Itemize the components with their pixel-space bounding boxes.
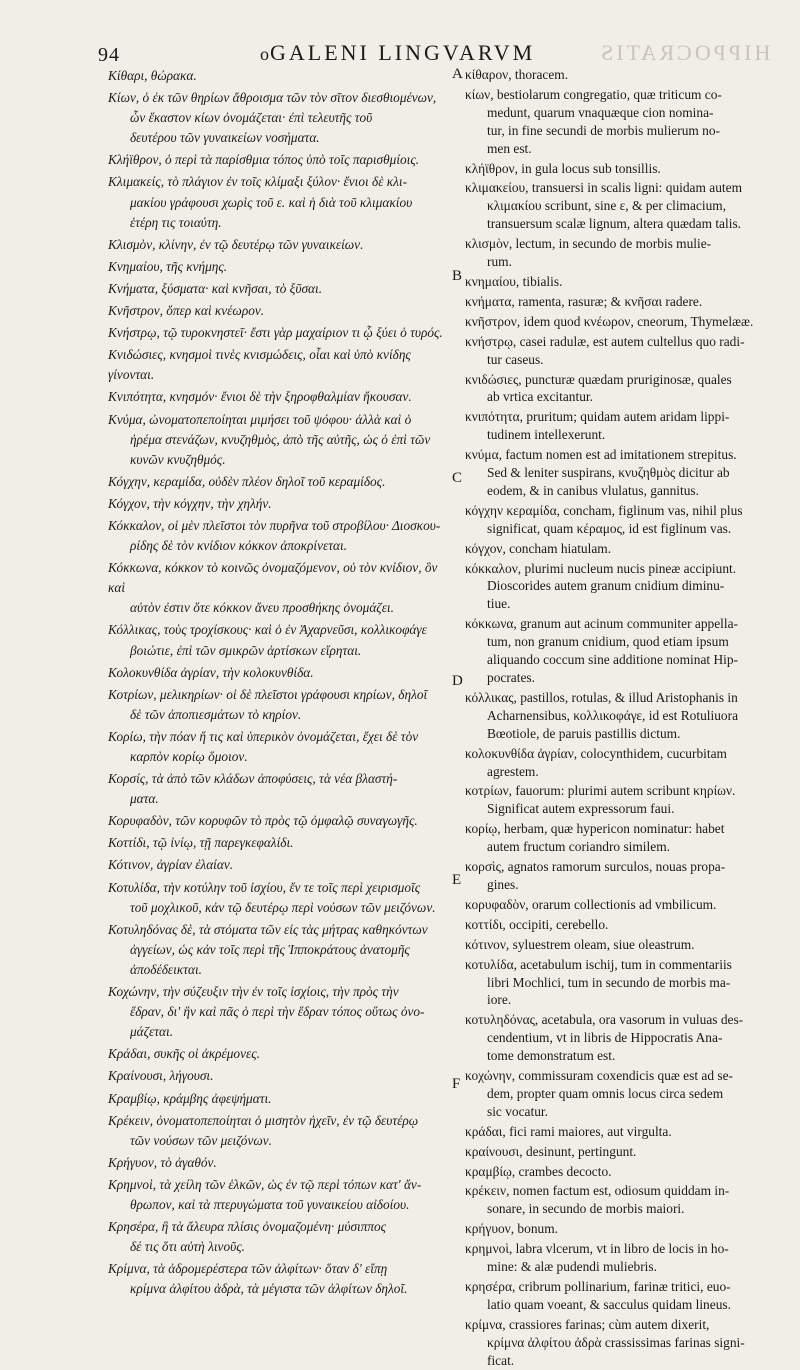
entry-line: Κλήϊθρον, ὁ περὶ τὰ παρίσθμια τόπος ὑπὸ τοῖς παρισθμίοις. — [108, 152, 420, 168]
entry-line: κόγχην κεραμίδα, concham, figlinum vas, nihil plus — [465, 502, 743, 518]
entry-line: Κορσίς, τὰ ἀπὸ τῶν κλάδων ἀποφύσεις, τὰ νέα βλαστή- — [108, 771, 398, 787]
dictionary-entry — [108, 516, 452, 556]
entry-line: κραμβίῳ, crambes decocto. — [465, 1163, 612, 1179]
dictionary-entry — [108, 387, 452, 407]
entry-line: Κνύμα, ὠνοματοπεποίηται μιμήσει τοῦ ψόφου· ἀλλὰ καὶ ὁ — [108, 411, 412, 427]
entry-continuation-line: tum, non granum cnidium, quod etiam ipsum — [487, 634, 729, 650]
dictionary-entry — [108, 769, 452, 809]
entry-line: κρήγυον, bonum. — [465, 1221, 558, 1237]
entry-line: Κρησέρα, ἣ τὰ ἄλευρα πλίσις ὀνομαζομένη· μύσιππος — [108, 1219, 387, 1235]
dictionary-entry — [465, 1316, 795, 1370]
entry-continuation-line: cendentium, vt in libris de Hippocratis Ana- — [487, 1030, 723, 1046]
dictionary-entry — [108, 1111, 452, 1151]
entry-continuation-line: sic vocatur. — [487, 1103, 548, 1119]
entry-line: κορυφαδὸν, orarum collectionis ad vmbilicum. — [465, 896, 717, 912]
entry-continuation-line: latio quam voeant, & sacculus quidam lineus. — [487, 1296, 731, 1312]
entry-line: Κρέκειν, ὀνοματοπεποίηται ὁ μισητὸν ἠχεῖν, ἐν τῷ δευτέρῳ — [108, 1112, 419, 1128]
entry-continuation-line: ἀγγείων, ὡς κἀν τοῖς περὶ τῆς Ἱπποκράτους ἀνατομῆς — [130, 941, 410, 957]
entry-line: κνῆστρον, idem quod κνέωρον, cneorum, Thymelææ. — [465, 313, 754, 329]
entry-continuation-line: δέ τις ὅτι αὐτὴ λινοῦς. — [130, 1239, 245, 1255]
entry-line: κοτυληδόνας, acetabula, ora vasorum in vuluas des- — [465, 1012, 744, 1028]
dictionary-entry — [108, 920, 452, 980]
entry-line: Κρημνοὶ, τὰ χείλη τῶν ἑλκῶν, ὡς ἐν τῷ περὶ τόπων κατ' ἄν- — [108, 1176, 422, 1192]
dictionary-entry — [465, 540, 795, 558]
entry-line: κοττίδι, occipiti, cerebello. — [465, 916, 609, 932]
dictionary-entry — [108, 833, 452, 853]
entry-continuation-line: tome demonstratum est. — [487, 1048, 616, 1064]
entry-line: κορίῳ, herbam, quæ hypericon nominatur: habet — [465, 821, 725, 837]
dictionary-entry — [465, 1240, 795, 1276]
dictionary-entry — [108, 345, 452, 385]
entry-line: κίων, bestiolarum congregatio, quæ triticum co- — [465, 86, 722, 102]
entry-continuation-line: κρίμνα ἀλφίτου ἀδρὰ, τὰ μέγιστα τῶν ἀλφίτων δηλοῖ. — [130, 1281, 408, 1297]
dictionary-entry — [108, 878, 452, 918]
dictionary-entry — [465, 502, 795, 538]
dictionary-entry — [465, 86, 795, 158]
dictionary-entry — [108, 855, 452, 875]
dictionary-entry — [465, 273, 795, 291]
entry-line: Κνημαίου, τῆς κνήμης. — [108, 258, 228, 274]
entry-continuation-line: αὐτὸν ἐστιν ὅτε κόκκον ἄνευ προσθήκης ὀνομάζει. — [130, 600, 394, 616]
entry-line: Κράδαι, συκῆς οἱ ἀκρέμονες. — [108, 1046, 260, 1062]
entry-line: κνύμα, factum nomen est ad imitationem strepitus. — [465, 447, 737, 463]
entry-line: κόκκαλον, plurimi nucleum nucis pineæ accipiunt. — [465, 560, 737, 576]
entry-continuation-line: Dioscorides autem granum cnidium diminu- — [487, 578, 725, 594]
entry-line: Κόλλικας, τοὺς τροχίσκους· καὶ ὁ ἐν Ἀχαρνεῦσι, κολλικοφάγε — [108, 622, 427, 638]
dictionary-entry — [108, 558, 452, 618]
entry-line: Κόκκαλον, οἱ μὲν πλεῖστοι τὸν πυρῆνα τοῦ στροβίλου· Διοσκου- — [108, 517, 441, 533]
dictionary-entry — [465, 235, 795, 271]
dictionary-entry — [465, 956, 795, 1010]
entry-line: κίθαρον, thoracem. — [465, 67, 569, 82]
running-title: GALENI LINGVARVM — [270, 40, 536, 65]
entry-continuation-line: libri Mochlici, tum in secundo de morbis ma- — [487, 974, 731, 990]
entry-continuation-line: ἕδραν, δι' ἣν καὶ πᾶς ὁ περὶ τὴν ἕδραν τόπος οὕτως ὀνο- — [130, 1004, 425, 1020]
entry-line: Κόγχην, κεραμίδα, οὐδὲν πλέον δηλοῖ τοῦ κεραμίδος. — [108, 473, 386, 489]
entry-continuation-line: Acharnensibus, κολλικοφάγε, id est Rotuliuora — [487, 707, 739, 723]
entry-continuation-line: tur, in fine secundi de morbis mulierum no- — [487, 122, 721, 138]
dictionary-entry — [465, 858, 795, 894]
entry-line: Κοτρίων, μελικηρίων· οἱ δὲ πλεῖστοι γράφουσι κηρίων, δηλοῖ — [108, 686, 428, 702]
dictionary-entry — [108, 279, 452, 299]
entry-continuation-line: tiue. — [487, 596, 511, 612]
margin-letter-e: E — [452, 872, 462, 888]
entry-line: κόκκωνα, granum aut acinum communiter appella- — [465, 616, 738, 632]
entry-line: κοτυλίδα, acetabulum ischij, tum in commentariis — [465, 956, 732, 972]
entry-continuation-line: agrestem. — [487, 763, 539, 779]
entry-line: κνημαίου, tibialis. — [465, 273, 563, 289]
dictionary-entry — [108, 727, 452, 767]
dictionary-entry — [465, 293, 795, 311]
margin-letter-a: A — [452, 66, 463, 82]
entry-continuation-line: δευτέρου τῶν γυναικείων νοσήματα. — [130, 130, 320, 146]
margin-letter-d: D — [452, 673, 463, 689]
dictionary-entry — [465, 408, 795, 444]
entry-line: Κότινον, ἀγρίαν ἐλαίαν. — [108, 857, 234, 873]
entry-continuation-line: κρίμνα ἀλφίτου ἀδρὰ crassissimas farinas signi- — [487, 1334, 745, 1350]
entry-continuation-line: transuersum scalæ lignum, altera quædam talis. — [487, 216, 741, 232]
entry-continuation-line: iore. — [487, 992, 512, 1008]
entry-line: κλήϊθρον, in gula locus sub tonsillis. — [465, 160, 661, 176]
entry-line: Κόγχον, τὴν κόγχην, τὴν χηλήν. — [108, 495, 272, 511]
dictionary-entry — [108, 172, 452, 232]
dictionary-entry — [465, 371, 795, 407]
dictionary-entry — [465, 66, 795, 84]
entry-line: κλισμὸν, lectum, in secundo de morbis mulie- — [465, 236, 712, 252]
entry-continuation-line: ficat. — [487, 1352, 515, 1368]
page-number: 94 — [98, 44, 120, 66]
entry-line: Κίων, ὁ ἐκ τῶν θηρίων ἄθροισμα τῶν τὸν σῖτον διεσθιομένων, — [108, 90, 437, 106]
entry-continuation-line: θρωπον, καὶ τὰ πτερυγώματα τοῦ γυναικείου αἰδοίου. — [130, 1196, 410, 1212]
dictionary-entry — [108, 323, 452, 343]
entry-line: κορσὶς, agnatos ramorum surculos, nouas propa- — [465, 859, 726, 875]
dictionary-entry — [465, 916, 795, 934]
entry-line: Κοχώνην, τὴν σύζευξιν τὴν ἐν τοῖς ἰσχίοις, τὴν πρὸς τὴν — [108, 984, 399, 1000]
entry-continuation-line: rum. — [487, 254, 512, 270]
dictionary-entry — [465, 179, 795, 233]
margin-letter-f: F — [452, 1076, 461, 1092]
entry-continuation-line: ἑτέρη τις τοιαύτη. — [130, 214, 222, 230]
entry-line: Κρίμνα, τὰ ἀδρομερέστερα τῶν ἀλφίτων· ὅταν δ' εἴπῃ — [108, 1261, 388, 1277]
entry-line: Κνήστρῳ, τῷ τυροκνηστεῖ· ἔστι γὰρ μαχαίριον τι ᾧ ξύει ὁ τυρός. — [108, 325, 443, 341]
dictionary-entry — [108, 685, 452, 725]
dictionary-entry — [108, 1153, 452, 1173]
entry-continuation-line: ὧν ἕκαστον κίων ὀνομάζεται· ἐπὶ τελευτῆς τοῦ — [130, 110, 373, 126]
dictionary-entry — [108, 257, 452, 277]
entry-line: Κοτυληδόνας δὲ, τὰ στόματα τῶν εἰς τὰς μήτρας καθηκόντων — [108, 921, 428, 937]
entry-continuation-line: ab vrtica excitantur. — [487, 389, 593, 405]
dictionary-entry — [108, 410, 452, 470]
entry-continuation-line: κυνῶν κνυζηθμός. — [130, 451, 226, 467]
entry-continuation-line: tur caseus. — [487, 351, 544, 367]
entry-line: κραίνουσι, desinunt, pertingunt. — [465, 1143, 637, 1159]
entry-continuation-line: δὲ τῶν ἀποπιεσμάτων τὸ κηρίον. — [130, 706, 302, 722]
dictionary-entry — [465, 446, 795, 500]
entry-continuation-line: significat, quam κέραμος, id est figlinum vas. — [487, 520, 732, 536]
dictionary-entry — [108, 1044, 452, 1064]
greek-column — [108, 66, 452, 1297]
entry-continuation-line: κλιμακίου scribunt, sine ε, & per climacium, — [487, 198, 727, 214]
entry-line: κόγχον, concham hiatulam. — [465, 540, 612, 556]
entry-line: Κρήγυον, τὸ ἀγαθόν. — [108, 1154, 217, 1170]
dictionary-entry — [108, 1259, 452, 1299]
entry-continuation-line: τῶν νούσων τῶν μειζόνων. — [130, 1132, 272, 1148]
dictionary-entry — [108, 1089, 452, 1109]
entry-line: Κνήματα, ξύσματα· καὶ κνῆσαι, τὸ ξῦσαι. — [108, 280, 323, 296]
dictionary-entry — [465, 820, 795, 856]
entry-line: Κνῆστρον, ὅπερ καὶ κνέωρον. — [108, 303, 265, 319]
dictionary-entry — [108, 663, 452, 683]
entry-line: Κνιδώσιες, κνησμοὶ τινὲς κνισμώδεις, οἷαι καὶ ὑπὸ κνίδης γίνονται. — [108, 347, 411, 383]
entry-line: Κλισμὸν, κλίνην, ἐν τῷ δευτέρῳ τῶν γυναικείων. — [108, 236, 364, 252]
dictionary-entry — [108, 472, 452, 492]
entry-continuation-line: Sed & leniter suspirans, κνυζηθμὸς dicitur ab — [487, 465, 730, 481]
entry-line: Κλιμακείς, τὸ πλάγιον ἐν τοῖς κλίμαξι ξύλον· ἔνιοι δὲ κλι- — [108, 174, 408, 190]
entry-line: κολοκυνθίδα ἀγρίαν, colocynthidem, cucurbitam — [465, 745, 727, 761]
entry-continuation-line: ἠρέμα στενάζων, κνυζηθμὸς, ἀπὸ τῆς αὐτῆς, ὡς ὁ ἐπὶ τῶν — [130, 431, 431, 447]
dictionary-entry — [108, 620, 452, 660]
dictionary-entry — [465, 1123, 795, 1141]
entry-line: Κοττίδι, τῷ ἰνίῳ, τῇ παρεγκεφαλίδι. — [108, 835, 294, 851]
dictionary-entry — [465, 313, 795, 331]
entry-continuation-line: μακίου γράφουσι χωρὶς τοῦ ε. καὶ ἡ διὰ τοῦ κλιμακίου — [130, 194, 413, 210]
dictionary-entry — [465, 1182, 795, 1218]
entry-line: κράδαι, fici rami maiores, aut virgulta. — [465, 1123, 672, 1139]
entry-continuation-line: τοῦ μοχλικοῦ, κἀν τῷ δευτέρῳ περὶ νούσων τῶν μειζόνων. — [130, 899, 436, 915]
entry-continuation-line: μάζεται. — [130, 1024, 174, 1040]
entry-line: κλιμακείου, transuersi in scalis ligni: quidam autem — [465, 180, 742, 196]
dictionary-entry — [465, 1011, 795, 1065]
entry-line: κνιπότητα, pruritum; quidam autem aridam lippi- — [465, 409, 730, 425]
dictionary-entry — [108, 88, 452, 148]
entry-line: Κραμβίῳ, κράμβης ἀφεψήματι. — [108, 1090, 272, 1106]
entry-line: Κόκκωνα, κόκκον τὸ κοινῶς ὀνομαζόμενον, οὐ τὸν κνίδιον, ὃν καὶ — [108, 560, 438, 596]
entry-line: κνήστρῳ, casei radulæ, est autem cultellus quo radi- — [465, 333, 745, 349]
dictionary-entry — [465, 782, 795, 818]
entry-continuation-line: ἀποδέδεικται. — [130, 961, 202, 977]
margin-letter-b: B — [452, 268, 463, 284]
entry-line: κοτρίων, fauorum: plurimi autem scribunt κηρίων. — [465, 783, 736, 799]
entry-line: κότινον, syluestrem oleam, siue oleastrum. — [465, 936, 695, 952]
entry-continuation-line: dem, propter quam omnis locus circa sedem — [487, 1085, 724, 1101]
bleed-through-title: HIPPOCRATIS — [598, 40, 771, 65]
dictionary-entry — [465, 1278, 795, 1314]
dictionary-entry — [108, 1066, 452, 1086]
latin-column — [465, 66, 795, 1368]
entry-line: κόλλικας, pastillos, rotulas, & illud Aristophanis in — [465, 689, 738, 705]
entry-continuation-line: aliquando coccum sine additione nominat Hip- — [487, 652, 739, 668]
dictionary-entry — [108, 1175, 452, 1215]
entry-continuation-line: eodem, & in canibus vlulatus, gannitus. — [487, 482, 699, 498]
entry-line: Κορίω, τὴν πόαν ἥ τις καὶ ὑπερικὸν ὀνομάζεται, ἔχει δὲ τὸν — [108, 728, 419, 744]
entry-continuation-line: Significat autem expressorum faui. — [487, 801, 675, 817]
dictionary-entry — [465, 689, 795, 743]
entry-line: κρημνοὶ, labra vlcerum, vt in libro de locis in ho- — [465, 1241, 729, 1257]
dictionary-entry — [108, 301, 452, 321]
entry-continuation-line: sonare, in secundo de morbis maiori. — [487, 1201, 685, 1217]
dictionary-entry — [465, 1163, 795, 1181]
dictionary-entry — [465, 745, 795, 781]
entry-line: Κνιπότητα, κνησμόν· ἔνιοι δὲ τὴν ξηροφθαλμίαν ἤκουσαν. — [108, 389, 412, 405]
dictionary-entry — [465, 160, 795, 178]
entry-continuation-line: ρίδης δὲ τὸν κνίδιον κόκκον ἀποκρίνεται. — [130, 538, 347, 554]
entry-line: κνιδώσιες, puncturæ quædam pruriginosæ, quales — [465, 371, 732, 387]
entry-continuation-line: mine: & alæ pudendi muliebris. — [487, 1259, 657, 1275]
entry-line: κρίμνα, crassiores farinas; cùm autem dixerit, — [465, 1316, 710, 1332]
entry-continuation-line: men est. — [487, 140, 532, 156]
entry-line: κρησέρα, cribrum pollinarium, farinæ tritici, euo- — [465, 1279, 731, 1294]
entry-continuation-line: autem fructum coriandro similem. — [487, 839, 670, 855]
entry-line: Κορυφαδὸν, τῶν κορυφῶν τὸ πρὸς τῷ ὀμφαλῷ συναγωγῆς. — [108, 813, 418, 829]
entry-line: κνήματα, ramenta, rasuræ; & κνῆσαι radere. — [465, 293, 703, 309]
dictionary-entry — [108, 235, 452, 255]
dictionary-entry — [108, 982, 452, 1042]
entry-continuation-line: βοιώτιε, ἐπὶ τῶν σμικρῶν ἀρτίσκων εἴρηται. — [130, 642, 362, 658]
dictionary-entry — [465, 333, 795, 369]
entry-line: Κραίνουσι, λήγουσι. — [108, 1068, 214, 1084]
entry-line: Κολοκυνθίδα ἀγρίαν, τὴν κολοκυνθίδα. — [108, 664, 314, 680]
dictionary-entry — [108, 494, 452, 514]
dictionary-entry — [465, 560, 795, 614]
margin-letter-c: C — [452, 470, 463, 486]
dictionary-entry — [465, 936, 795, 954]
dictionary-entry — [465, 896, 795, 914]
entry-continuation-line: Bœotiole, de paruis pastillis dictum. — [487, 725, 681, 741]
dictionary-entry — [108, 1217, 452, 1257]
dictionary-entry — [108, 811, 452, 831]
entry-line: Κοτυλίδα, τὴν κοτύλην τοῦ ἰσχίου, ἔν τε τοῖς περὶ χειρισμοῖς — [108, 879, 421, 895]
ornament: o — [260, 44, 269, 64]
entry-continuation-line: gines. — [487, 876, 519, 892]
entry-line: κρέκειν, nomen factum est, odiosum quiddam in- — [465, 1183, 730, 1199]
entry-line: Κίθαρι, θώρακα. — [108, 68, 197, 83]
dictionary-entry — [465, 615, 795, 687]
dictionary-entry — [465, 1220, 795, 1238]
dictionary-entry — [465, 1143, 795, 1161]
entry-continuation-line: tudinem intellexerunt. — [487, 427, 606, 443]
entry-continuation-line: pocrates. — [487, 670, 535, 685]
entry-line: κοχώνην, commissuram coxendicis quæ est ad se- — [465, 1068, 733, 1084]
dictionary-entry — [108, 150, 452, 170]
dictionary-entry — [108, 66, 452, 86]
entry-continuation-line: medunt, quarum vnaquæque cion nomina- — [487, 104, 714, 120]
entry-continuation-line: ματα. — [130, 791, 159, 807]
entry-continuation-line: καρπὸν κορίῳ ὅμοιον. — [130, 749, 248, 764]
dictionary-entry — [465, 1067, 795, 1121]
